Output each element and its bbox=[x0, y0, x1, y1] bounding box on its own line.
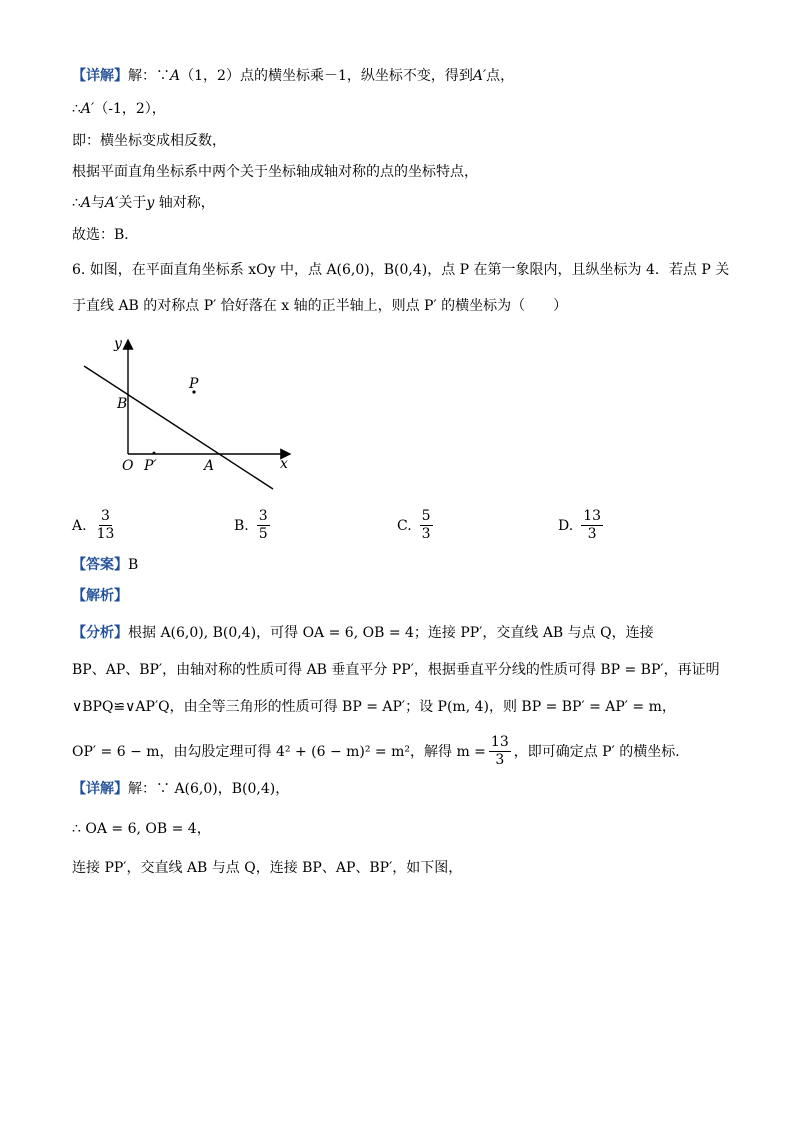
solution-line-4: 根据平面直角坐标系中两个关于坐标轴成轴对称的点的坐标特点， bbox=[72, 164, 478, 180]
detail-line-1: 【详解】解：∵ A(6,0)，B(0,4)， bbox=[72, 781, 290, 797]
answer-tag: 【答案】 bbox=[72, 557, 128, 573]
solution-line-5: ∴A与A′关于y 轴对称， bbox=[72, 195, 215, 211]
solution-line-1: 【详解】解：∵A（1，2）点的横坐标乘－1，纵坐标不变，得到A′点， bbox=[72, 68, 515, 84]
answer-value: B bbox=[128, 557, 139, 573]
o-label: O bbox=[122, 458, 134, 474]
detail-tag: 【详解】 bbox=[72, 68, 128, 84]
question-6-line-2: 于直线 AB 的对称点 P′ 恰好落在 x 轴的正半轴上，则点 P′ 的横坐标为（ ） bbox=[72, 298, 568, 314]
solution-line-2: ∴A′（-1，2）， bbox=[72, 101, 166, 117]
answer-line bbox=[72, 555, 138, 575]
analysis-heading: 【解析】 bbox=[72, 588, 128, 604]
point-p-prime bbox=[153, 452, 156, 455]
option-a[interactable]: A. $\frac{3}{13}$ bbox=[72, 508, 115, 542]
option-b[interactable]: B. $\frac{3}{5}$ bbox=[234, 508, 268, 542]
x-label: x bbox=[280, 456, 288, 472]
solution-line-3: 即：横坐标变成相反数， bbox=[72, 133, 226, 149]
option-c[interactable]: C. $\frac{5}{3}$ bbox=[397, 508, 431, 542]
question-6-line-1: 6. 如图，在平面直角坐标系 xOy 中，点 A(6,0)，B(0,4)，点 P 在第一象限内，且纵坐标为 4．若点 P 关 bbox=[72, 262, 730, 278]
analysis-line-4: OP′ = 6 − m，由勾股定理可得 4² + (6 − m)² = m²，解得 m = $\frac{13}{3}$ ，即可确定点 P′ 的横坐标． bbox=[72, 734, 690, 768]
analysis-line-2: BP、AP、BP′，由轴对称的性质可得 AB 垂直平分 PP′，根据垂直平分线的性质可得 BP = BP′，再证明 bbox=[72, 662, 720, 678]
analysis-line-3: ∨BPQ≌∨AP′Q，由全等三角形的性质可得 BP = AP′；设 P(m, 4)，则 BP = BP′ = AP′ = m， bbox=[72, 699, 676, 715]
b-label: B bbox=[117, 396, 128, 412]
analysis-line-1: 【分析】根据 A(6,0), B(0,4)，可得 OA = 6, OB = 4；连接 PP′，交直线 AB 与点 Q，连接 bbox=[72, 625, 654, 641]
p-prime-label: P′ bbox=[144, 458, 157, 474]
detail-line-3: 连接 PP′，交直线 AB 与点 Q，连接 BP、AP、BP′，如下图， bbox=[72, 860, 463, 876]
y-label: y bbox=[114, 336, 122, 352]
p-label: P bbox=[189, 376, 199, 392]
coordinate-figure bbox=[70, 332, 310, 492]
option-d[interactable]: D. $\frac{13}{3}$ bbox=[558, 508, 602, 542]
solution-line-6: 故选：B． bbox=[72, 227, 139, 243]
a-label: A bbox=[204, 458, 215, 474]
line-ab bbox=[84, 366, 273, 489]
detail-line-2: ∴ OA = 6, OB = 4， bbox=[72, 821, 211, 837]
